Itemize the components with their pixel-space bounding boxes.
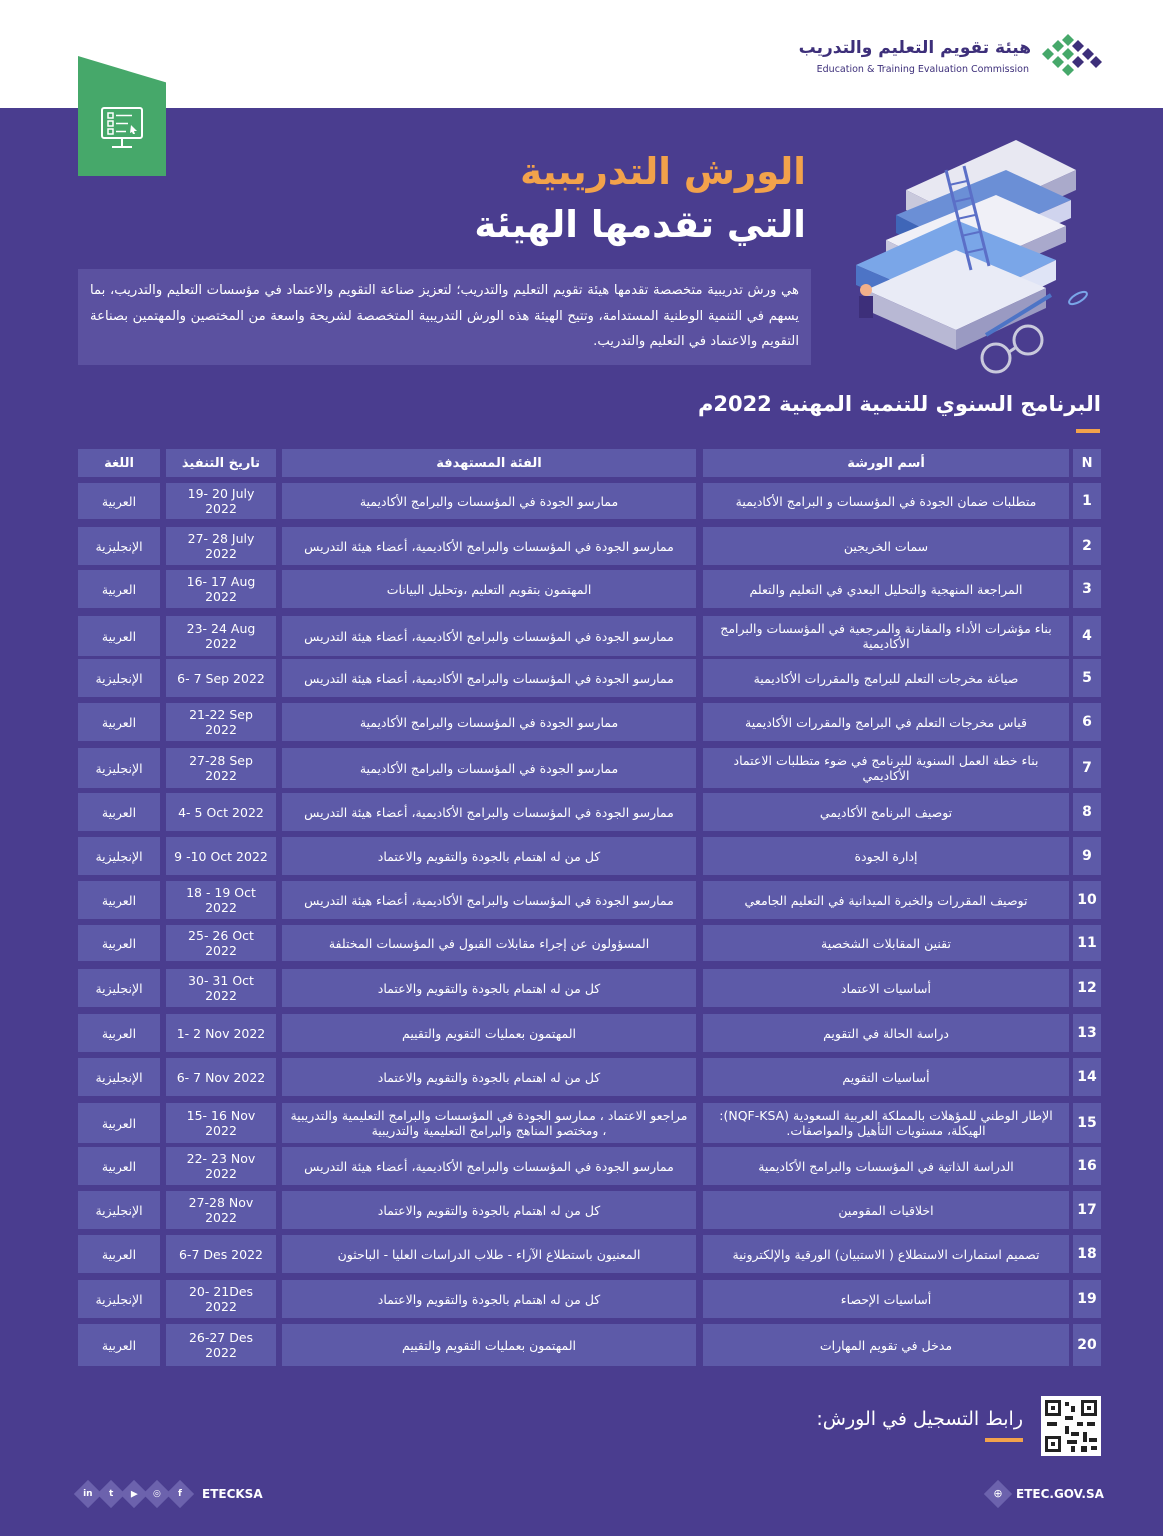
execution-date: 25- 26 Oct 2022 — [166, 925, 276, 961]
workshop-name: أساسيات التقويم — [703, 1058, 1069, 1096]
workshop-name: متطلبات ضمان الجودة في المؤسسات و البرامج الأكاديمية — [703, 483, 1069, 519]
row-number: 13 — [1073, 1014, 1101, 1052]
row-number: 3 — [1073, 570, 1101, 608]
twitter-icon[interactable]: t — [97, 1480, 125, 1508]
row-number: 10 — [1073, 881, 1101, 919]
workshop-name: صياغة مخرجات التعلم للبرامج والمقررات الأكاديمية — [703, 659, 1069, 697]
language: العربية — [78, 616, 160, 656]
workshop-name: تصميم استمارات الاستطلاع ( الاستبيان) الورقية والإلكترونية — [703, 1235, 1069, 1273]
row-number: 4 — [1073, 616, 1101, 656]
social-links — [78, 1484, 190, 1504]
target-audience: المهتمون بعمليات التقويم والتقييم — [282, 1014, 696, 1052]
language: العربية — [78, 793, 160, 831]
row-number: 19 — [1073, 1280, 1101, 1318]
execution-date: 1- 2 Nov 2022 — [166, 1014, 276, 1052]
table-header-n: N — [1073, 449, 1101, 477]
language: العربية — [78, 483, 160, 519]
workshop-name: أساسيات الاعتماد — [703, 969, 1069, 1007]
target-audience: كل من له اهتمام بالجودة والتقويم والاعتماد — [282, 1191, 696, 1229]
target-audience: مراجعو الاعتماد ، ممارسو الجودة في المؤسسات والبرامج التعليمية والتدريبية ، ومختصو المناهج والبرامج التعليمية والتدريبية — [282, 1103, 696, 1143]
facebook-icon[interactable]: f — [166, 1480, 194, 1508]
execution-date: 9 -10 Oct 2022 — [166, 837, 276, 875]
language: الإنجليزية — [78, 969, 160, 1007]
workshop-name: إدارة الجودة — [703, 837, 1069, 875]
execution-date: 21-22 Sep 2022 — [166, 703, 276, 741]
execution-date: 20- 21Des 2022 — [166, 1280, 276, 1318]
language: العربية — [78, 1324, 160, 1366]
language: العربية — [78, 1235, 160, 1273]
social-handle[interactable]: ETECKSA — [202, 1487, 263, 1501]
target-audience: ممارسو الجودة في المؤسسات والبرامج الأكاديمية — [282, 483, 696, 519]
target-audience: كل من له اهتمام بالجودة والتقويم والاعتماد — [282, 1058, 696, 1096]
execution-date: 26-27 Des 2022 — [166, 1324, 276, 1366]
header-bar — [0, 0, 1163, 108]
language: العربية — [78, 1147, 160, 1185]
workshop-name: أساسيات الإحصاء — [703, 1280, 1069, 1318]
intro-paragraph: هي ورش تدريبية متخصصة تقدمها هيئة تقويم التعليم والتدريب؛ لتعزيز صناعة التقويم والاعتماد في مؤسسات التعليم والتدريب، بما يسهم في التنمية الوطنية المستدامة، وتتيح الهيئة هذه الورش التدريبية المتخصصة لشريحة واسعة من المختصين والمهتمين بصناعة التقويم والاعتماد في التعليم والتدريب. — [78, 269, 811, 365]
execution-date: 6-7 Des 2022 — [166, 1235, 276, 1273]
language: الإنجليزية — [78, 1280, 160, 1318]
table-header-language: اللغة — [78, 449, 160, 477]
target-audience: ممارسو الجودة في المؤسسات والبرامج الأكاديمية، أعضاء هيئة التدريس — [282, 793, 696, 831]
language: العربية — [78, 1014, 160, 1052]
workshop-name: توصيف البرنامج الأكاديمي — [703, 793, 1069, 831]
row-number: 6 — [1073, 703, 1101, 741]
execution-date: 16- 17 Aug 2022 — [166, 570, 276, 608]
section-title: البرنامج السنوي للتنمية المهنية 2022م — [697, 392, 1101, 416]
row-number: 7 — [1073, 748, 1101, 788]
registration-underline — [985, 1438, 1023, 1442]
row-number: 2 — [1073, 527, 1101, 565]
row-number: 14 — [1073, 1058, 1101, 1096]
row-number: 20 — [1073, 1324, 1101, 1366]
language: الإنجليزية — [78, 527, 160, 565]
logo-arabic-text: هيئة تقويم التعليم والتدريب — [798, 38, 1031, 58]
execution-date: 15- 16 Nov 2022 — [166, 1103, 276, 1143]
row-number: 5 — [1073, 659, 1101, 697]
execution-date: 4- 5 Oct 2022 — [166, 793, 276, 831]
execution-date: 27-28 Nov 2022 — [166, 1191, 276, 1229]
logo-english-text: Education & Training Evaluation Commission — [816, 64, 1029, 75]
target-audience: كل من له اهتمام بالجودة والتقويم والاعتماد — [282, 1280, 696, 1318]
row-number: 11 — [1073, 925, 1101, 961]
execution-date: 27-28 Sep 2022 — [166, 748, 276, 788]
execution-date: 19- 20 July 2022 — [166, 483, 276, 519]
language: العربية — [78, 1103, 160, 1143]
row-number: 9 — [1073, 837, 1101, 875]
language: العربية — [78, 925, 160, 961]
language: الإنجليزية — [78, 1191, 160, 1229]
language: الإنجليزية — [78, 1058, 160, 1096]
workshop-name: الإطار الوطني للمؤهلات بالمملكة العربية السعودية (NQF-KSA): الهيكلة، مستويات التأهيل والمواصفات. — [703, 1103, 1069, 1143]
target-audience: المهتمون بتقويم التعليم ،وتحليل البيانات — [282, 570, 696, 608]
row-number: 17 — [1073, 1191, 1101, 1229]
target-audience: ممارسو الجودة في المؤسسات والبرامج الأكاديمية، أعضاء هيئة التدريس — [282, 616, 696, 656]
qr-code[interactable] — [1041, 1396, 1101, 1456]
row-number: 16 — [1073, 1147, 1101, 1185]
language: الإنجليزية — [78, 748, 160, 788]
qr-code-icon — [1041, 1396, 1101, 1456]
row-number: 15 — [1073, 1103, 1101, 1143]
execution-date: 23- 24 Aug 2022 — [166, 616, 276, 656]
language: العربية — [78, 570, 160, 608]
target-audience: ممارسو الجودة في المؤسسات والبرامج الأكاديمية، أعضاء هيئة التدريس — [282, 659, 696, 697]
etec-logo-icon — [1038, 30, 1104, 78]
row-number: 12 — [1073, 969, 1101, 1007]
language: العربية — [78, 881, 160, 919]
workshop-name: المراجعة المنهجية والتحليل البعدي في التعليم والتعلم — [703, 570, 1069, 608]
target-audience: المعنيون باستطلاع الآراء - طلاب الدراسات العليا - الباحثون — [282, 1235, 696, 1273]
section-underline — [1076, 429, 1100, 433]
page-title-line2: التي تقدمها الهيئة — [474, 203, 806, 246]
execution-date: 18 - 19 Oct 2022 — [166, 881, 276, 919]
workshop-name: سمات الخريجين — [703, 527, 1069, 565]
language: العربية — [78, 703, 160, 741]
workshop-name: بناء مؤشرات الأداء والمقارنة والمرجعية في المؤسسات والبرامج الأكاديمية — [703, 616, 1069, 656]
target-audience: ممارسو الجودة في المؤسسات والبرامج الأكاديمية، أعضاء هيئة التدريس — [282, 881, 696, 919]
execution-date: 6- 7 Sep 2022 — [166, 659, 276, 697]
linkedin-icon[interactable]: in — [74, 1480, 102, 1508]
target-audience: المهتمون بعمليات التقويم والتقييم — [282, 1324, 696, 1366]
workshop-name: تقنين المقابلات الشخصية — [703, 925, 1069, 961]
target-audience: كل من له اهتمام بالجودة والتقويم والاعتماد — [282, 969, 696, 1007]
target-audience: ممارسو الجودة في المؤسسات والبرامج الأكاديمية — [282, 703, 696, 741]
target-audience: كل من له اهتمام بالجودة والتقويم والاعتماد — [282, 837, 696, 875]
execution-date: 22- 23 Nov 2022 — [166, 1147, 276, 1185]
workshop-name: توصيف المقررات والخبرة الميدانية في التعليم الجامعي — [703, 881, 1069, 919]
execution-date: 6- 7 Nov 2022 — [166, 1058, 276, 1096]
youtube-icon[interactable]: ▶ — [120, 1480, 148, 1508]
row-number: 8 — [1073, 793, 1101, 831]
website-link[interactable]: ETEC.GOV.SA — [1016, 1487, 1104, 1501]
language: الإنجليزية — [78, 659, 160, 697]
workshop-name: الدراسة الذاتية في المؤسسات والبرامج الأكاديمية — [703, 1147, 1069, 1185]
workshop-name: قياس مخرجات التعلم في البرامج والمقررات الأكاديمية — [703, 703, 1069, 741]
workshop-name: اخلاقيات المقومين — [703, 1191, 1069, 1229]
row-number: 1 — [1073, 483, 1101, 519]
language: الإنجليزية — [78, 837, 160, 875]
target-audience: ممارسو الجودة في المؤسسات والبرامج الأكاديمية — [282, 748, 696, 788]
workshop-name: بناء خطة العمل السنوية للبرنامج في ضوء متطلبات الاعتماد الأكاديمي — [703, 748, 1069, 788]
table-header-date: تاريخ التنفيذ — [166, 449, 276, 477]
target-audience: المسؤولون عن إجراء مقابلات القبول في المؤسسات المختلفة — [282, 925, 696, 961]
target-audience: ممارسو الجودة في المؤسسات والبرامج الأكاديمية، أعضاء هيئة التدريس — [282, 1147, 696, 1185]
execution-date: 27- 28 July 2022 — [166, 527, 276, 565]
execution-date: 30- 31 Oct 2022 — [166, 969, 276, 1007]
workshop-name: مدخل في تقويم المهارات — [703, 1324, 1069, 1366]
globe-icon: ⊕ — [984, 1480, 1012, 1508]
page-title-line1: الورش التدريبية — [520, 150, 806, 193]
target-audience: ممارسو الجودة في المؤسسات والبرامج الأكاديمية، أعضاء هيئة التدريس — [282, 527, 696, 565]
workshop-name: دراسة الحالة في التقويم — [703, 1014, 1069, 1052]
registration-label: رابط التسجيل في الورش: — [816, 1408, 1023, 1430]
table-header-audience: الفئة المستهدفة — [282, 449, 696, 477]
checklist-monitor-icon — [100, 106, 144, 152]
instagram-icon[interactable]: ◎ — [143, 1480, 171, 1508]
books-illustration — [846, 130, 1106, 380]
row-number: 18 — [1073, 1235, 1101, 1273]
table-header-name: أسم الورشة — [703, 449, 1069, 477]
